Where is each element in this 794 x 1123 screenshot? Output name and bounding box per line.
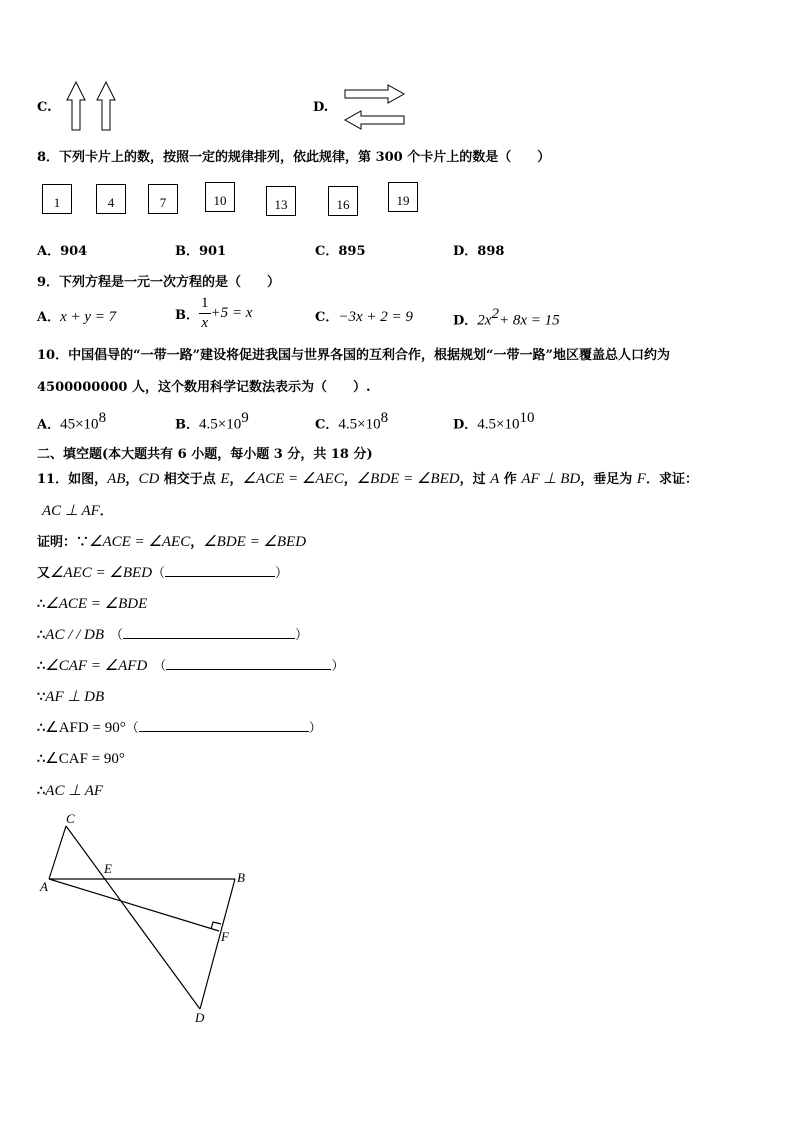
proof-line-4: ∴AC / / DB （ ） [37,624,308,644]
q7-option-c-label: C. [37,100,52,115]
number-card: 13 [266,186,296,216]
point-label-f: F [221,929,229,944]
q10-option-b: B．$4.5\times 10^9$ [175,410,249,433]
number-card: 1 [42,184,72,214]
proof-line-6: ∵AF ⊥ DB [37,689,105,705]
segment-bd [200,879,235,1009]
number-card: 4 [96,184,126,214]
fraction: $\frac{1}{x}$ [201,295,209,331]
q7-option-d-arrows [340,82,410,132]
q9-stem: 9．下列方程是一元一次方程的是（ ） [37,275,281,290]
proof-line-8: ∴∠CAF = 90° [37,751,125,767]
up-arrow-icon [67,82,85,130]
section-heading: 二、填空题(本大题共有 6 小题，每小题 3 分，共 18 分) [37,447,373,462]
q8-option-b: B．901 [175,244,227,259]
q9-option-c: C．−3x + 2 = 9 [315,309,413,325]
number-card: 19 [388,182,418,212]
q8-option-a: A．904 [37,244,88,259]
proof-line-2: 又∠AEC = ∠BED（ ） [37,562,288,582]
q9-option-b: B． $\frac{1}{x}$ +5 = x [175,295,253,331]
segment-af [49,879,219,931]
segment-cd [66,826,200,1009]
point-label-e: E [104,861,112,876]
q8-option-d: D．898 [453,244,505,259]
q10-stem-line2: 4500000000 人，这个数用科学记数法表示为（ ）. [37,380,371,395]
answer-blank[interactable] [166,655,331,670]
q10-option-d: D．$4.5\times 10^{10}$ [453,410,535,433]
number-card: 16 [328,186,358,216]
q10-option-c: C．$4.5\times 10^8$ [315,410,389,433]
q9-option-a: A．x + y = 7 [37,309,117,325]
right-angle-mark [211,922,221,929]
answer-blank[interactable] [165,562,275,577]
number-card: 10 [205,182,235,212]
q8-stem: 8．下列卡片上的数，按照一定的规律排列，依此规律，第 300 个卡片上的数是（ ） [37,150,551,165]
point-label-c: C [66,811,75,826]
q11-goal: AC ⊥ AF． [42,503,113,519]
number-card: 7 [148,184,178,214]
point-label-d: D [195,1010,205,1025]
answer-blank[interactable] [123,624,295,639]
q7-option-c-arrows [62,78,124,134]
q11-stem: 11．如图，AB，CD 相交于点 E，∠ACE = ∠AEC，∠BDE = ∠BED，过 A 作 AF ⊥ BD，垂足为 F．求证： [37,471,698,487]
q10-option-a: A．$45\times 10^8$ [37,410,107,433]
q7-option-d-label: D. [313,100,329,115]
q8-option-c: C．895 [315,244,366,259]
proof-line-3: ∴∠ACE = ∠BDE [37,596,148,612]
proof-line-9: ∴AC ⊥ AF [37,783,104,799]
q9-option-d: D．$2x^2+ 8x = 15$ [453,306,560,329]
point-label-a: A [40,879,48,894]
answer-blank[interactable] [139,717,309,732]
point-label-b: B [237,870,245,885]
proof-line-7: ∴∠AFD = 90°（ ） [37,717,322,737]
right-arrow-icon [345,85,404,103]
proof-line-1: 证明：∵∠ACE = ∠AEC，∠BDE = ∠BED [37,534,307,550]
left-arrow-icon [345,111,404,129]
up-arrow-icon [97,82,115,130]
segment-ca [49,826,66,879]
proof-line-5: ∴∠CAF = ∠AFD （ ） [37,655,344,675]
geometry-figure [30,808,270,1028]
q10-stem-line1: 10．中国倡导的“一带一路”建设将促进我国与世界各国的互利合作，根据规划“一带一路”地区覆盖总人口约为 [37,348,671,363]
